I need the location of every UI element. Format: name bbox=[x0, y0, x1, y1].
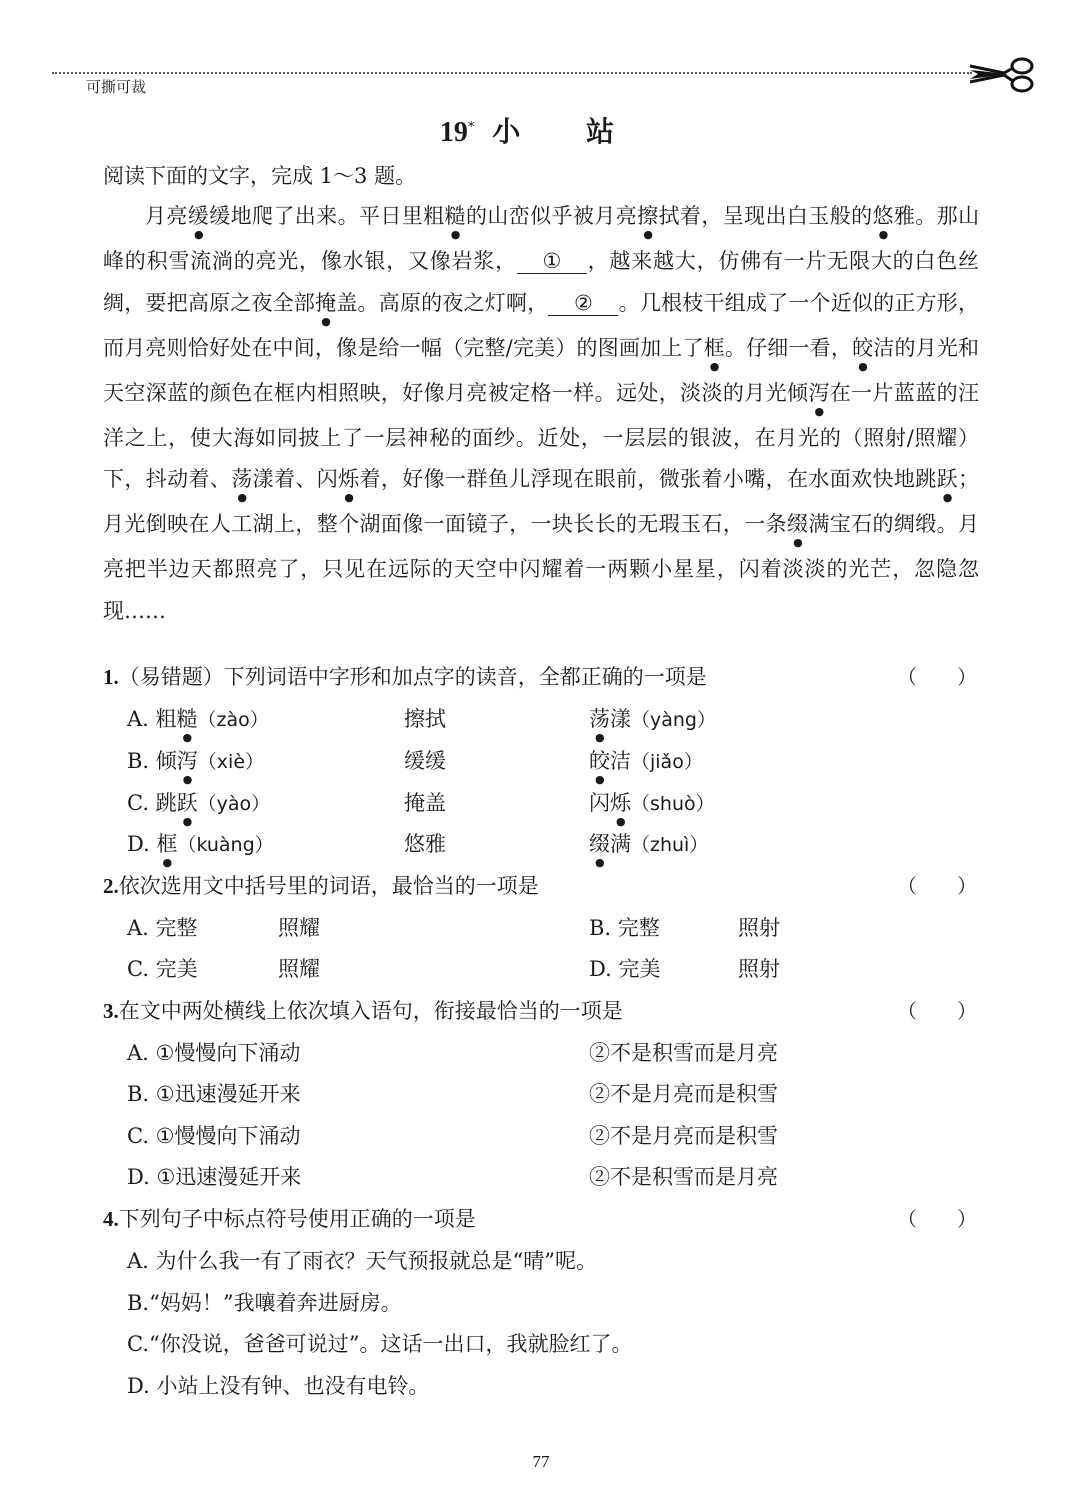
q2-option-b-word2: 照射 bbox=[738, 916, 780, 940]
dotted-char: 掩 bbox=[315, 290, 337, 315]
dotted-char: 擦 bbox=[637, 204, 659, 228]
dotted-char: 荡 bbox=[589, 707, 610, 731]
scissors-icon bbox=[968, 52, 1038, 96]
text-fragment: 漾 bbox=[610, 707, 631, 731]
answer-paren-1[interactable]: （ ） bbox=[897, 665, 977, 689]
q4-option-c[interactable]: C.“你没说，爸爸可说过”。这话一出口，我就脸红了。 bbox=[127, 1332, 633, 1356]
q2-option-b[interactable]: B. 完整 bbox=[589, 916, 660, 940]
q1-option-a-word3 bbox=[589, 703, 716, 744]
question-3 bbox=[103, 995, 983, 1025]
dotted-char: 皎 bbox=[589, 749, 610, 773]
q2-option-d[interactable]: D. 完美 bbox=[589, 957, 661, 981]
dotted-char: 皎 bbox=[852, 335, 874, 360]
q4-option-a[interactable]: A. 为什么我一有了雨衣？天气预报就总是“晴”呢。 bbox=[127, 1249, 597, 1273]
q2-option-d-word2: 照射 bbox=[738, 957, 780, 981]
text-fragment: C. 跳 bbox=[127, 791, 177, 815]
dotted-char: 烁 bbox=[610, 791, 631, 815]
text-fragment: ；月光倒映在人工湖上，整个湖面像一面镜子，一块长长的无瑕玉石，一条 bbox=[103, 467, 979, 537]
text-fragment: 闪 bbox=[589, 791, 610, 815]
q1-option-a[interactable] bbox=[127, 703, 269, 744]
text-fragment: （jiǎo） bbox=[631, 751, 703, 773]
q2-option-a-word2: 照耀 bbox=[278, 916, 320, 940]
text-fragment: 在一片蓝蓝的汪洋之上，使大海如同披上了一层神秘的面纱。近处，一层层的银波，在月光的（照射/照耀）下，抖动着、 bbox=[103, 380, 979, 492]
text-fragment: （shuò） bbox=[631, 793, 715, 815]
text-fragment: 拭着，呈现出白玉般的 bbox=[658, 204, 873, 228]
text-fragment: D. bbox=[127, 832, 157, 856]
q3-option-b[interactable]: B. ①迅速漫延开来 bbox=[127, 1082, 301, 1106]
text-fragment: ，越来越大，仿佛有一片无限大的白色丝绸，要把高原之夜全部 bbox=[103, 249, 979, 315]
q1-option-d-word2: 悠雅 bbox=[404, 832, 446, 856]
page-number: 77 bbox=[532, 1452, 550, 1471]
text-fragment: （yào） bbox=[197, 793, 271, 815]
q1-option-b-word3 bbox=[589, 745, 703, 786]
q1-option-c-word3 bbox=[589, 787, 715, 828]
q1-option-d[interactable] bbox=[127, 828, 274, 869]
q2-option-a[interactable]: A. 完整 bbox=[127, 916, 198, 940]
text-fragment: 4. bbox=[103, 1207, 119, 1231]
text-fragment: 。几根枝干组成了一个近似的正方形，而月亮则恰好处在中间，像是给一幅（完整/完美）的图画加上了 bbox=[103, 290, 980, 360]
blank-1[interactable]: ① bbox=[517, 249, 587, 274]
text-fragment: 盖。高原的夜之灯啊， bbox=[336, 290, 549, 315]
text-fragment: 3. bbox=[103, 999, 119, 1023]
answer-paren-2[interactable]: （ ） bbox=[897, 874, 977, 898]
question-1 bbox=[103, 661, 983, 691]
q1-option-b-word2: 缓缓 bbox=[404, 749, 446, 773]
q1-option-d-word3 bbox=[589, 828, 708, 869]
text-fragment: 1. bbox=[103, 665, 119, 689]
q4-option-b[interactable]: B.“妈妈！”我嚷着奔进厨房。 bbox=[127, 1291, 402, 1315]
answer-paren-4[interactable]: （ ） bbox=[897, 1207, 977, 1231]
text-fragment: A. 粗 bbox=[127, 707, 177, 731]
text-fragment: （yàng） bbox=[631, 709, 716, 731]
dotted-char: 泻 bbox=[176, 749, 198, 773]
q3-option-b-part2: ②不是月亮而是积雪 bbox=[589, 1082, 778, 1106]
q1-option-a-word2: 擦拭 bbox=[404, 707, 446, 731]
text-fragment: 月亮 bbox=[145, 204, 188, 228]
text-fragment: 缓地爬了出来。平日里粗 bbox=[209, 204, 445, 228]
q1-option-c-word2: 掩盖 bbox=[404, 791, 446, 815]
q3-option-a-part2: ②不是积雪而是月亮 bbox=[589, 1041, 778, 1065]
dotted-char: 烁 bbox=[338, 467, 360, 492]
text-fragment: 满 bbox=[610, 832, 631, 856]
q3-option-c[interactable]: C. ①慢慢向下涌动 bbox=[127, 1124, 301, 1148]
dotted-char: 糙 bbox=[444, 204, 466, 228]
cut-line bbox=[52, 72, 972, 74]
text-fragment: 漾着、闪 bbox=[252, 467, 339, 492]
dotted-char: 荡 bbox=[231, 467, 253, 492]
text-fragment: （zhuì） bbox=[631, 834, 709, 856]
text-fragment: 依次选用文中括号里的词语，最恰当的一项是 bbox=[118, 874, 539, 898]
dotted-char: 糙 bbox=[176, 707, 198, 731]
text-fragment: B. 倾 bbox=[127, 749, 177, 773]
q3-option-d-part2: ②不是积雪而是月亮 bbox=[589, 1165, 778, 1189]
q1-option-b[interactable] bbox=[127, 745, 264, 786]
tear-label: 可撕可裁 bbox=[86, 78, 147, 96]
lesson-number: 19 bbox=[439, 117, 468, 148]
q2-option-c[interactable]: C. 完美 bbox=[127, 957, 198, 981]
q3-option-c-part2: ②不是月亮而是积雪 bbox=[589, 1124, 778, 1148]
dotted-char: 缓 bbox=[187, 204, 210, 228]
dotted-char: 跃 bbox=[936, 467, 958, 492]
q3-option-a[interactable]: A. ①慢慢向下涌动 bbox=[127, 1041, 301, 1065]
q1-option-c[interactable] bbox=[127, 787, 270, 828]
text-fragment: 洁 bbox=[610, 749, 631, 773]
lesson-name: 小 站 bbox=[492, 115, 643, 148]
text-fragment: （xiè） bbox=[197, 751, 265, 773]
text-fragment: 着，好像一群鱼儿浮现在眼前，微张着小嘴，在水面欢快地跳 bbox=[359, 467, 937, 492]
question-4 bbox=[103, 1203, 983, 1233]
text-fragment: （zào） bbox=[197, 709, 269, 731]
text-fragment: （kuàng） bbox=[177, 834, 274, 856]
q3-option-d[interactable]: D. ①迅速漫延开来 bbox=[127, 1165, 302, 1189]
instruction: 阅读下面的文字，完成 1～3 题。 bbox=[103, 164, 417, 188]
question-2 bbox=[103, 870, 983, 900]
text-fragment: 2. bbox=[103, 874, 119, 898]
q4-option-d[interactable]: D. 小站上没有钟、也没有电铃。 bbox=[127, 1374, 430, 1398]
dotted-char: 悠 bbox=[872, 204, 894, 228]
dotted-char: 缀 bbox=[589, 832, 610, 856]
blank-2[interactable]: ② bbox=[548, 291, 618, 316]
dotted-char: 跃 bbox=[176, 791, 198, 815]
text-fragment: （易错题）下列词语中字形和加点字的读音，全都正确的一项是 bbox=[118, 665, 707, 689]
text-fragment: 的山峦似乎被月亮 bbox=[465, 204, 638, 228]
dotted-char: 缀 bbox=[787, 512, 809, 537]
lesson-mark: * bbox=[467, 119, 475, 135]
text-fragment: 。仔细一看， bbox=[724, 335, 853, 360]
answer-paren-3[interactable]: （ ） bbox=[897, 999, 977, 1023]
text-fragment: 洁的月光和天空深蓝的颜色在框内相照映，好像月亮被定格一样。远处，淡淡的月光倾 bbox=[103, 335, 980, 405]
reading-passage bbox=[103, 196, 979, 632]
dotted-char: 泻 bbox=[808, 380, 830, 405]
lesson-title bbox=[0, 110, 1082, 150]
text-fragment: 雅。那山峰的积雪流淌的亮光，像水银，又像岩浆， bbox=[103, 204, 980, 273]
dotted-char: 框 bbox=[703, 335, 725, 360]
text-fragment: 满宝石的绸缎。月亮把半边天都照亮了，只见在远际的天空中闪耀着一两颗小星星，闪着淡淡的光芒，忽隐忽现…… bbox=[103, 512, 979, 623]
text-fragment: 下列句子中标点符号使用正确的一项是 bbox=[118, 1207, 476, 1231]
text-fragment: 在文中两处横线上依次填入语句，衔接最恰当的一项是 bbox=[118, 999, 623, 1023]
dotted-char: 框 bbox=[156, 832, 178, 856]
q2-option-c-word2: 照耀 bbox=[278, 957, 320, 981]
